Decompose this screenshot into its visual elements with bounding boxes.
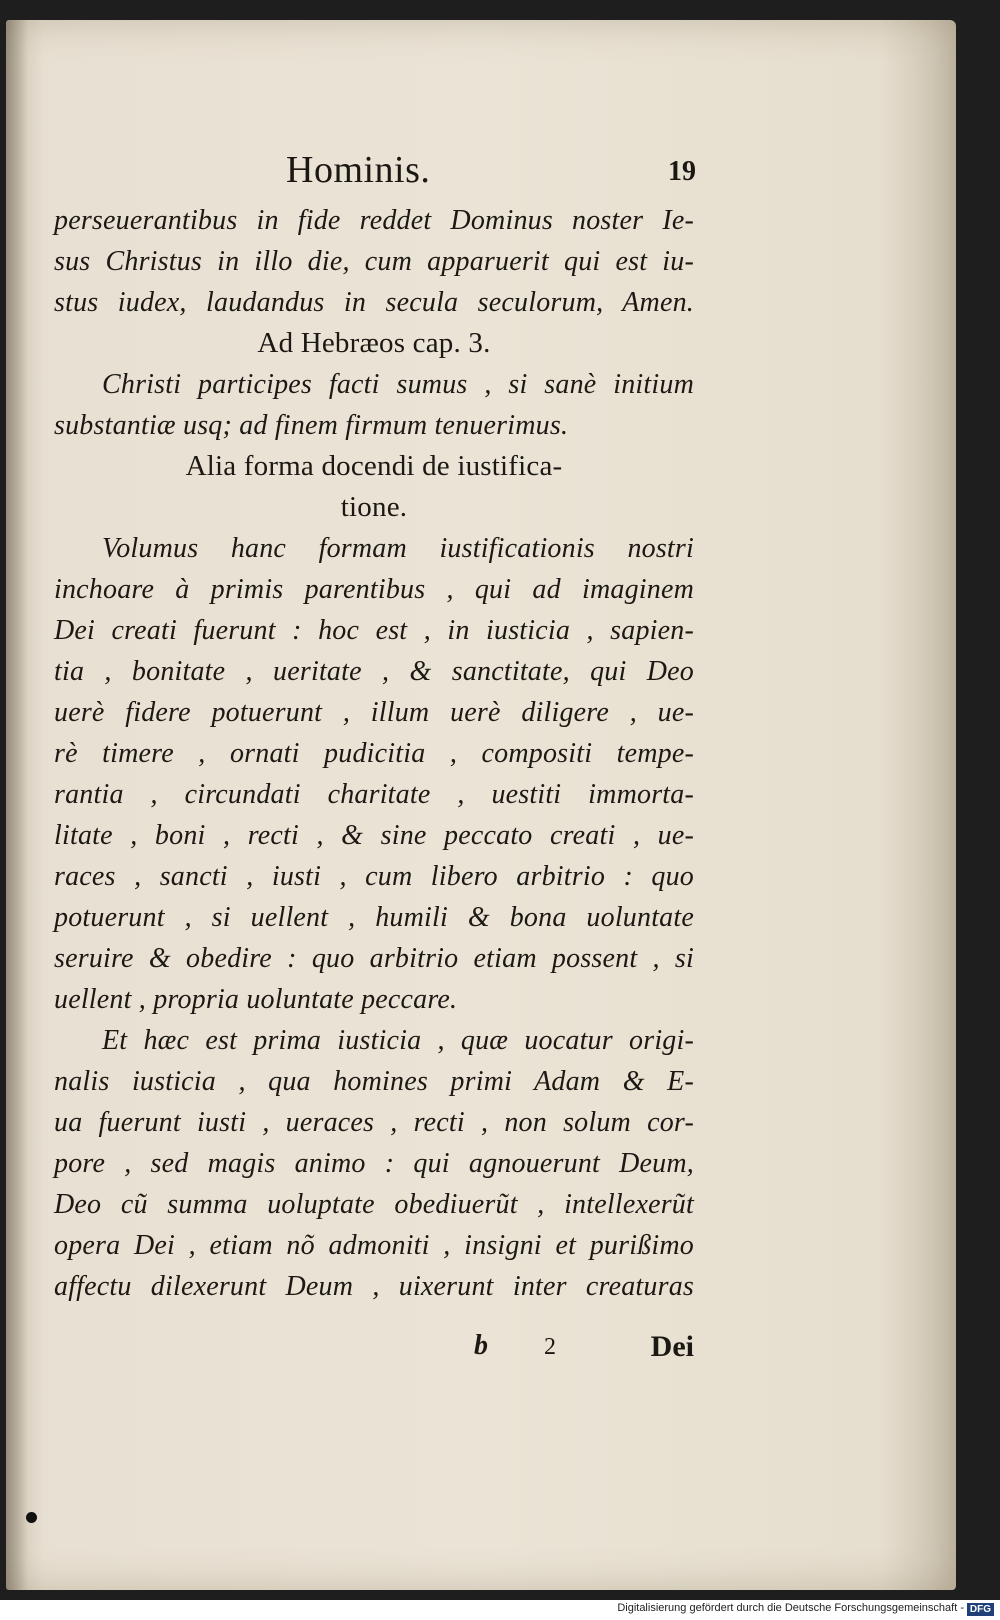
book-page — [6, 20, 956, 1590]
text-line: races , sancti , iusti , cum libero arbitrio : quo — [54, 861, 694, 892]
text-line: Deo cũ summa uoluptate obediuerũt , intellexerũt — [54, 1189, 694, 1220]
section-heading-continued: tione. — [340, 491, 408, 523]
text-line: affectu dilexerunt Deum , uixerunt inter creaturas — [54, 1271, 694, 1302]
text-line: potuerunt , si uellent , humili & bona uoluntate — [54, 902, 694, 933]
text-line: Volumus hanc formam iustificationis nostri — [102, 533, 694, 564]
text-line: ua fuerunt iusti , ueraces , recti , non solum cor- — [54, 1107, 694, 1138]
section-heading: Alia forma docendi de iustifica- — [185, 450, 563, 482]
catchword: Dei — [650, 1330, 694, 1363]
text-line: stus iudex, laudandus in secula seculorum, Amen. — [54, 287, 694, 318]
text-line: Et hæc est prima iusticia , quæ uocatur origi- — [102, 1025, 694, 1056]
text-line: inchoare à primis parentibus , qui ad imaginem — [54, 574, 694, 605]
signature-number: 2 — [544, 1334, 556, 1360]
text-line: nalis iusticia , qua homines primi Adam & E- — [54, 1066, 694, 1097]
page-number: 19 — [668, 156, 696, 187]
body-text — [54, 200, 694, 1307]
signature-mark: b — [474, 1330, 488, 1361]
text-line: seruire & obedire : quo arbitrio etiam possent , si — [54, 943, 694, 974]
digitization-credit: Digitalisierung gefördert durch die Deutsche Forschungsgemeinschaft - — [617, 1602, 964, 1614]
text-line: rè timere , ornati pudicitia , compositi tempe- — [54, 738, 694, 769]
ink-spot — [26, 1512, 37, 1523]
text-line: substantiæ usq; ad finem firmum tenuerimus. — [54, 410, 569, 441]
dfg-logo: DFG — [967, 1603, 994, 1616]
text-line: perseuerantibus in fide reddet Dominus noster Ie- — [54, 205, 694, 236]
text-line: pore , sed magis animo : qui agnouerunt Deum, — [54, 1148, 694, 1179]
running-head: Hominis. — [286, 149, 431, 191]
text-line: sus Christus in illo die, cum apparuerit qui est iu- — [54, 246, 694, 277]
section-reference: Ad Hebræos cap. 3. — [257, 327, 491, 359]
digitization-credit-bar — [0, 1600, 1000, 1620]
text-line: litate , boni , recti , & sine peccato creati , ue- — [54, 820, 694, 851]
text-line: rantia , circundati charitate , uestiti immorta- — [54, 779, 694, 810]
text-line: Christi participes facti sumus , si sanè initium — [102, 369, 694, 400]
page-footer-catchwords — [54, 1330, 694, 1370]
text-line: Dei creati fuerunt : hoc est , in iusticia , sapien- — [54, 615, 694, 646]
page-header — [56, 148, 696, 198]
text-line: opera Dei , etiam nõ admoniti , insigni et purißimo — [54, 1230, 694, 1261]
text-line: tia , bonitate , ueritate , & sanctitate, qui Deo — [54, 656, 694, 687]
text-line: uellent , propria uoluntate peccare. — [54, 984, 458, 1015]
text-line: uerè fidere potuerunt , illum uerè diligere , ue- — [54, 697, 694, 728]
